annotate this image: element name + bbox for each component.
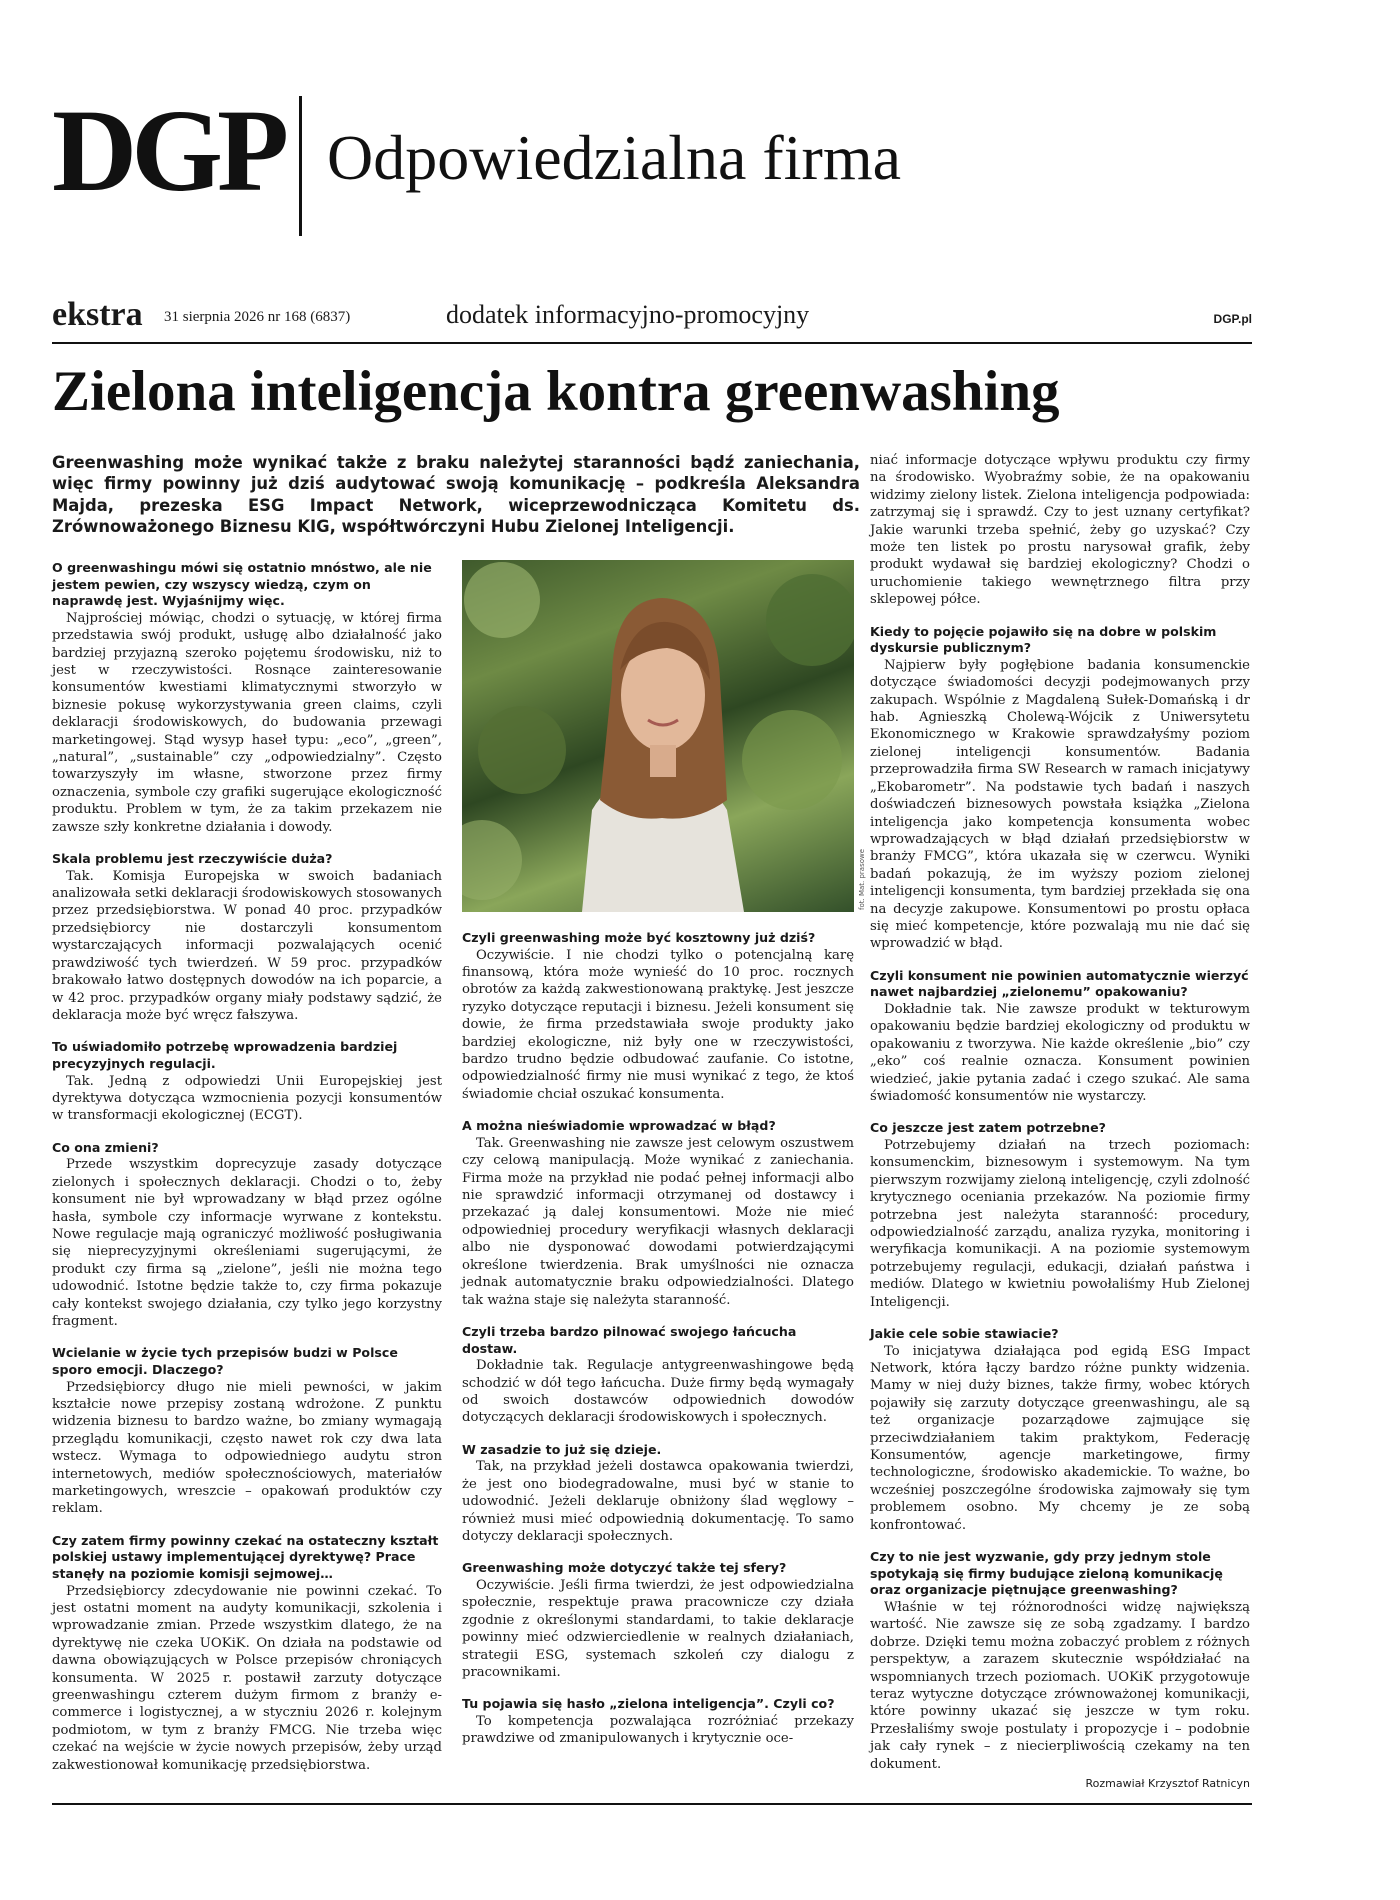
supplement-label: dodatek informacyjno-promocyjny <box>446 300 810 329</box>
question: W zasadzie to już się dzieje. <box>462 1441 662 1457</box>
portrait-illustration <box>462 560 854 912</box>
section-title: Odpowiedzialna firma <box>327 122 901 193</box>
question: Czyli trzeba bardzo pilnować swojego łańcucha dostaw. <box>462 1323 797 1356</box>
masthead <box>52 85 1252 242</box>
issue-date: 31 sierpnia 2026 nr 168 (6837) <box>164 309 351 325</box>
question: Greenwashing może dotyczyć także tej sfery? <box>462 1560 787 1576</box>
question: Czy zatem firmy powinny czekać na ostateczny kształt polskiej ustawy implementującej dyrektywę? Prace stanęły na poziomie komisji sejmowej… <box>52 1532 439 1581</box>
question: Kiedy to pojęcie pojawiło się na dobre w polskim dyskursie publicznym? <box>870 623 1217 656</box>
column-3 <box>870 452 1250 1792</box>
question: Czyli greenwashing może być kosztowny już dziś? <box>462 930 816 945</box>
answer: Przedsiębiorcy długo nie mieli pewności, w jakim kształcie nowe przepisy zostaną wdrożone. Z punktu widzenia biznesu to bardzo ważne, bo zmiany wymagają przeglądu komunikacji, często nawet rok czy dwa lata wstecz. Wymaga to odpowiedniego audytu stron internetowych, mediów społecznościowych, materiałów marketingowych, wreszcie – opakowań produktów czy reklam. <box>52 1379 442 1517</box>
question: To uświadomiło potrzebę wprowadzenia bardziej precyzyjnych regulacji. <box>52 1039 398 1071</box>
answer: Oczywiście. I nie chodzi tylko o potencjalną karę finansową, która może wynieść do 10 proc. rocznych obrotów za każdą zakwestionowaną praktykę. Jest jeszcze ryzyko dotyczące reputacji i biznesu. Jeżeli konsument się dowie, że firma przedstawiała swoje produkty jako bardziej ekologiczne, niż były one w rzeczywistości, bardzo trudno będzie odbudować zaufanie. Co istotne, odpowiedzialność firmy nie musi wynikać z tego, że ktoś świadomie chciał oszukać konsumenta. <box>462 947 854 1102</box>
answer: Najpierw były pogłębione badania konsumenckie dotyczące świadomości decyzji podejmowanych przy zakupach. Wspólnie z Magdaleną Sułek-Domańską i dr hab. Agnieszką Cholewą-Wójcik z Uniwersytetu Ekonomicznego w Krakowie sprawdzałyśmy poziom zielonej inteligencji konsumentów. Badania przeprowadziła firma SW Research w ramach inicjatywy „Ekobarometr”. Na podstawie tych badań i naszych doświadczeń biznesowych powstała książka „Zielona inteligencja jako kompetencja konsumenta wobec wprowadzających w błąd działań przedsiębiorstw w branży FMCG”, która ukazała się w czerwcu. Wyniki badań pokazują, że im wyższy poziom zielonej inteligencji konsumenta, tym bardziej przekłada się ona na decyzje zakupowe. Konsumentowi po prostu opłaca się mieć kompetencje, które pozwalają mu nie dać się wprowadzić w błąd. <box>870 657 1250 952</box>
dgp-logo: DGP <box>52 85 284 216</box>
footer-rule <box>52 1803 1252 1805</box>
question: Czy to nie jest wyzwanie, gdy przy jednym stole spotykają się firmy budujące zieloną komunikację oraz organizacje piętnujące greenwashing? <box>870 1549 1223 1598</box>
answer: Dokładnie tak. Regulacje antygreenwashingowe będą schodzić w dół tego łańcucha. Duże firmy będą wymagały od swoich dostawców odpowiednich dowodów dotyczących deklaracji środowiskowych i społecznych. <box>462 1358 854 1426</box>
photo-credit: fot. Mat. prasowe <box>858 848 866 910</box>
answer: Tak. Komisja Europejska w swoich badaniach analizowała setki deklaracji środowiskowych stosowanych przez przedsiębiorstwa. W ponad 40 proc. przypadków przedsiębiorcy nie dostarczyli konsumentom wystarczających informacji pozwalających ocenić prawdziwość tych twierdzeń. W 59 proc. przypadków brakowało łatwo dostępnych dowodów na ich poparcie, a w 42 proc. przypadków organy miały podstawy sądzić, że deklaracja może być wręcz fałszywa. <box>52 868 442 1023</box>
site-link[interactable]: DGP.pl <box>1213 312 1252 326</box>
answer: Oczywiście. Jeśli firma twierdzi, że jest odpowiedzialna społecznie, respektuje prawa pracownicze czy działa zgodnie z określonymi standardami, to takie deklaracje powinny mieć odzwierciedlenie w realnych działaniach, strategii ESG, systemach szkoleń czy dialogu z pracownikami. <box>462 1577 854 1680</box>
column-1 <box>52 560 442 1774</box>
answer: Tak, na przykład jeżeli dostawca opakowania twierdzi, że jest ono biodegradowalne, musi być w stanie to udowodnić. Jeżeli deklaruje obniżony ślad węglowy – również musi mieć odpowiednią dokumentację. To samo dotyczy deklaracji społecznych. <box>462 1459 854 1544</box>
answer: Tak. Greenwashing nie zawsze jest celowym oszustwem czy celową manipulacją. Może wynikać z zaniechania. Firma może na przykład nie podać pełnej informacji albo nie sprawdzić informacji otrzymanej od dostawcy i przekazać ją dalej konsumentowi. Może nie mieć odpowiedniej procedury weryfikacji własnych deklaracji albo nie dysponować dowodami potwierdzającymi określone twierdzenia. Brak umyślności nie oznacza jednak automatycznie braku odpowiedzialności. Dlatego tak ważna staje się należyta staranność. <box>462 1135 854 1308</box>
answer: Przede wszystkim doprecyzuje zasady dotyczące zielonych i społecznych deklaracji. Chodzi o to, żeby konsument nie był wprowadzany w błąd przez ogólne hasła, symbole czy informacje wyrwane z kontekstu. Nowe regulacje mają ograniczyć możliwość posługiwania się nieprecyzyjnymi określeniami sugerującymi, że produkt czy firma są „zielone”, jeśli nie można tego udowodnić. Istotne będzie także to, czy firma pokazuje cały kontekst swojego działania, czy tylko jego korzystny fragment. <box>52 1157 442 1329</box>
answer: Właśnie w tej różnorodności widzę największą wartość. Nie zawsze się ze sobą zgadzamy. I bardzo dobrze. Dzięki temu można zobaczyć problem z różnych perspektyw, a zarazem skutecznie współdziałać na wspomnianych trzech poziomach. UOKiK przygotowuje teraz wytyczne dotyczące zrównoważonej komunikacji, które powinny ukazać się jeszcze w tym roku. Przesłaliśmy swoje postulaty i propozycje i – podobnie jak cały rynek – z niecierpliwością czekamy na ten dokument. <box>870 1599 1250 1772</box>
column-2 <box>462 930 854 1748</box>
question: Czyli konsument nie powinien automatycznie wierzyć nawet najbardziej „zielonemu” opakowaniu? <box>870 967 1249 1000</box>
question: Wcielanie w życie tych przepisów budzi w Polsce sporo emocji. Dlaczego? <box>52 1345 398 1377</box>
answer: Potrzebujemy działań na trzech poziomach: konsumenckim, biznesowym i systemowym. Na tym pierwszym rozwijamy zieloną inteligencję, czyli zdolność krytycznego oceniania przekazów. Na poziomie firmy potrzebna jest należyta staranność: procedury, odpowiedzialność zarządu, analiza ryzyka, monitoring i weryfikacja komunikacji. A na poziomie systemowym potrzebujemy regulacji, edukacji, działań państwa i mediów. Dlatego w kwietniu powołaliśmy Hub Zielonej Inteligencji. <box>870 1137 1250 1310</box>
article-lead: Greenwashing może wynikać także z braku należytej staranności bądź zaniechania, więc firmy powinny już dziś audytować swoją komunikację – podkreśla Aleksandra Majda, prezeska ESG Impact Network, wiceprzewodnicząca Komitetu ds. Zrównoważonego Biznesu KIG, współtwórczyni Hubu Zielonej Inteligencji. <box>52 453 860 537</box>
article-headline: Zielona inteligencja kontra greenwashing <box>52 360 1060 423</box>
masthead-divider <box>299 96 302 236</box>
issue-label: ekstra <box>52 296 143 333</box>
question: Jakie cele sobie stawiacie? <box>870 1326 1059 1342</box>
interviewee-photo <box>462 560 854 912</box>
answer: To kompetencja pozwalająca rozróżniać przekazy prawdziwe od zmanipulowanych i krytycznie oce- <box>462 1713 854 1747</box>
question: Skala problemu jest rzeczywiście duża? <box>52 851 333 867</box>
answer: Tak. Jedną z odpowiedzi Unii Europejskiej jest dyrektywa dotycząca wzmocnienia pozycji konsumentów w transformacji ekologicznej (ECGT). <box>52 1073 442 1124</box>
answer-continued: niać informacje dotyczące wpływu produktu czy firmy na środowisko. Wyobraźmy sobie, że na opakowaniu widzimy zielony listek. Zielona inteligencja podpowiada: zatrzymaj się i sprawdź. Czy to jest uznany certyfikat? Jakie warunki trzeba spełnić, żeby go uzyskać? Czy może ten listek po prostu narysował grafik, żeby produkt wydawał się bardziej ekologiczny? Chodzi o uruchomienie takiego wewnętrznego filtra przy sklepowej półce. <box>870 453 1250 608</box>
question: Tu pojawia się hasło „zielona inteligencja”. Czyli co? <box>462 1696 835 1712</box>
byline: Rozmawiał Krzysztof Ratnicyn <box>1085 1776 1250 1790</box>
answer: Najprościej mówiąc, chodzi o sytuację, w której firma przedstawia swój produkt, usługę albo działalność jako bardziej przyjazną szeroko pojętemu środowisku, niż to jest w rzeczywistości. Rosnące zainteresowanie konsumentów kwestiami klimatycznymi stworzyło w biznesie pokusę wykorzystywania green claims, czyli deklaracji środowiskowych, do budowania przewagi marketingowej. Stąd wysyp haseł typu: „eco”, „green”, „natural”, „sustainable” czy „odpowiedzialny”. Często towarzyszyły im własne, stworzone przez firmy oznaczenia, symbole czy grafiki sugerujące ekologiczność produktu. Problem w tym, że za takim przekazem nie zawsze szły konkretne działania i dowody. <box>52 610 442 835</box>
question: A można nieświadomie wprowadzać w błąd? <box>462 1118 776 1134</box>
answer: To inicjatywa działająca pod egidą ESG Impact Network, która łączy bardzo różne punkty widzenia. Mamy w niej duży biznes, także firmy, wobec których pojawiły się zarzuty dotyczące greenwashingu, ale są też organizacje pozarządowe zajmujące się przeciwdziałaniem takim praktykom, Federację Konsumentów, agencje marketingowe, firmy technologiczne, środowisko akademickie. To ważne, bo wcześniej poszczególne środowiska zajmowały się tym problemem osobno. My chcemy je ze sobą konfrontować. <box>870 1343 1250 1533</box>
answer: Przedsiębiorcy zdecydowanie nie powinni czekać. To jest ostatni moment na audyty komunikacji, szkolenia i wprowadzanie zmian. Przede wszystkim dlatego, że na dyrektywę nie czeka UOKiK. On działa na podstawie od dawna obowiązujących w Polsce przepisów chroniących konsumenta. W 2025 r. postawił zarzuty dotyczące greenwashingu czterem dużym firmom z branży e-commerce i logistycznej, a w styczniu 2026 r. kolejnym podmiotom, w tym z branży FMCG. Nie trzeba więc czekać na wejście w życie nowych przepisów, żeby urząd zakwestionował komunikację przedsiębiorstwa. <box>52 1583 442 1773</box>
question: O greenwashingu mówi się ostatnio mnóstwo, ale nie jestem pewien, czy wszyscy wiedzą, czym on naprawdę jest. Wyjaśnijmy więc. <box>52 560 432 609</box>
header-rule <box>52 342 1252 344</box>
issue-bar <box>52 298 1252 338</box>
question: Co ona zmieni? <box>52 1139 159 1155</box>
question: Co jeszcze jest zatem potrzebne? <box>870 1120 1106 1136</box>
answer: Dokładnie tak. Nie zawsze produkt w tekturowym opakowaniu będzie bardziej ekologiczny od produktu w opakowaniu z tworzywa. Nie każde określenie „bio” czy „eko” coś realnie oznacza. Konsument powinien wiedzieć, jakie pytania zadać i czego szukać. Ale sama świadomość konsumentów nie wystarczy. <box>870 1001 1250 1104</box>
